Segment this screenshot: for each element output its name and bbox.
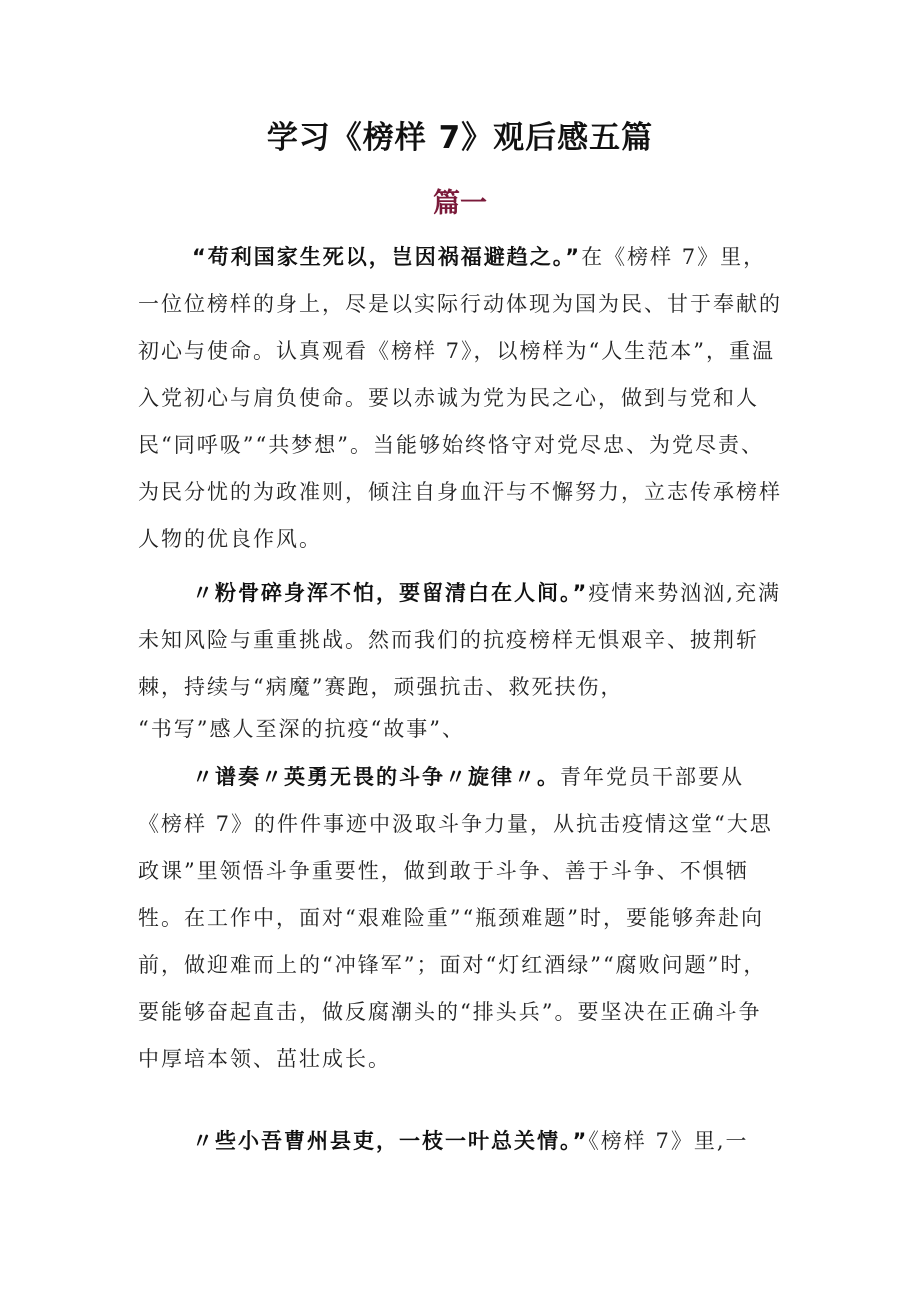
document-title: 学习《榜样 7》观后感五篇 [266,120,654,156]
paragraph-3-text: “书写”感人至深的抗疫“故事”、 [138,717,465,741]
paragraph-1-text: 在《榜样 7》里，一位位榜样的身上，尽是以实际行动体现为国为民、甘于奉献的初心与使命。认真观看《榜样 7》，以榜样为“人生范本”，重温入党初心与肩负使命。要以赤诚为党为民之心，做到与党和人民“同呼吸”“共梦想”。当能够始终恪守对党尽忠、为党尽责、为民分忧的为政准则，倾注自身血汗与不懈努力，立志传承榜样人物的优良作风。 [138,245,782,551]
paragraph-3 [138,706,784,753]
paragraph-5-quote: 〃些小吾曹州县吏，一枝一叶总关情。” [192,1129,589,1153]
paragraph-2-quote: 〃粉骨碎身浑不怕，要留清白在人间。” [192,581,589,605]
paragraph-2 [138,570,784,711]
paragraph-1 [138,234,784,563]
paragraph-5 [138,1118,784,1165]
paragraph-4-text: 青年党员干部要从《榜样 7》的件件事迹中汲取斗争力量，从抗击疫情这堂“大思政课”里领悟斗争重要性，做到敢于斗争、善于斗争、不惧牺牲。在工作中，面对“艰难险重”“瓶颈难题”时，要能够奔赴向前，做迎难而上的“冲锋军”；面对“灯红酒绿”“腐败问题”时，要能够奋起直击，做反腐潮头的“排头兵”。要坚决在正确斗争中厚培本领、茁壮成长。 [138,765,773,1071]
paragraph-2-text: 疫情来势汹汹,充满未知风险与重重挑战。然而我们的抗疫榜样无惧艰辛、披荆斩棘，持续与“病魔”赛跑，顽强抗击、救死扶伤， [138,581,781,699]
paragraph-1-quote: “苟利国家生死以，岂因祸福避趋之。” [192,245,582,269]
paragraph-5-text: 《榜样 7》里,一 [588,1129,749,1153]
paragraph-4-quote: 〃谱奏〃英勇无畏的斗争〃旋律〃。 [192,765,560,789]
paragraph-4 [138,754,784,1083]
section-heading: 篇一 [433,188,487,219]
